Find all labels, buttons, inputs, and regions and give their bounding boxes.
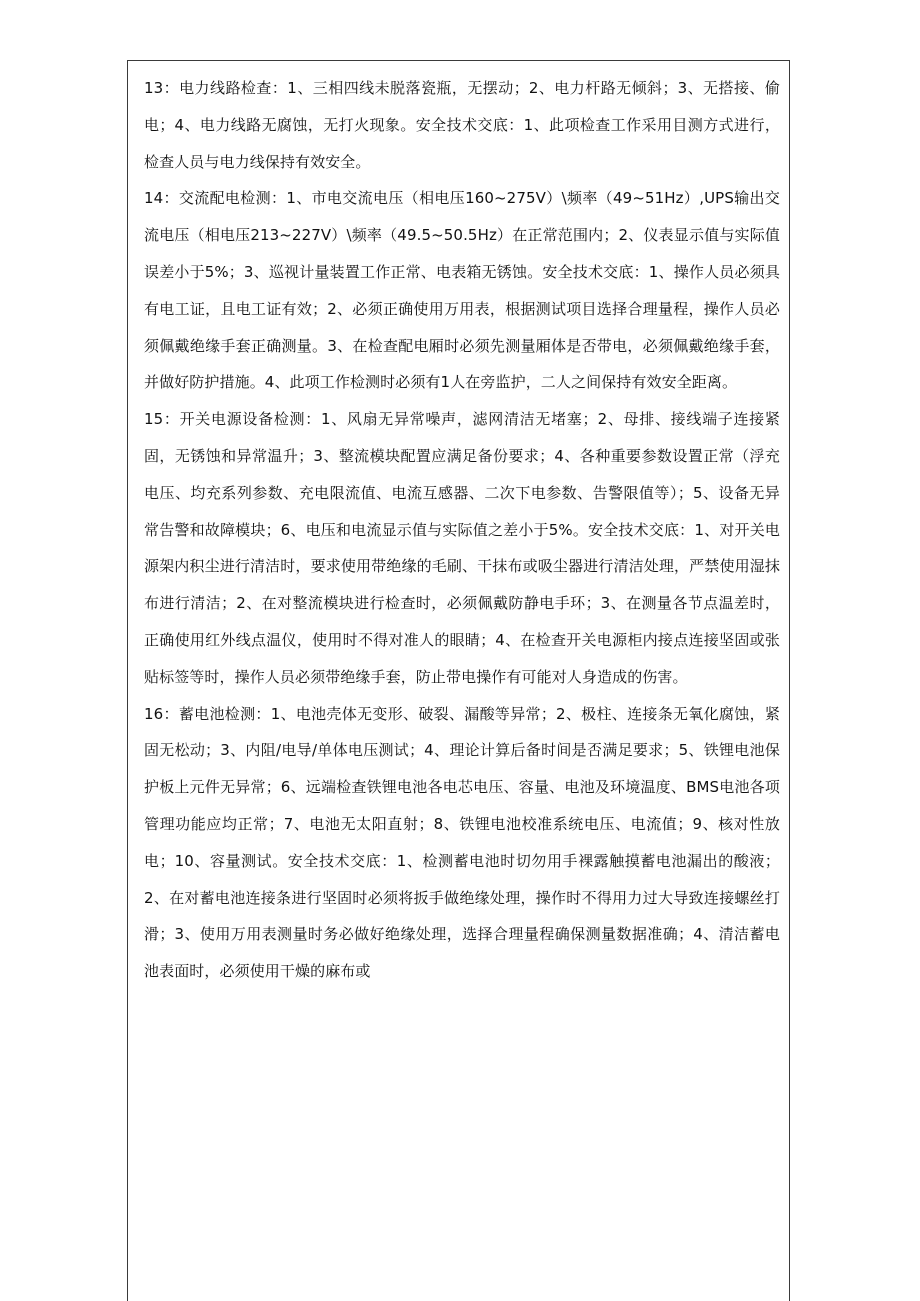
paragraph-16-battery-test: 16：蓄电池检测：1、电池壳体无变形、破裂、漏酸等异常；2、极柱、连接条无氧化腐蚀，紧固无松动；3、内阻/电导/单体电压测试；4、理论计算后备时间是否满足要求；5、铁锂电池保护板上元件无异常；6、远端检查铁锂电池各电芯电压、容量、电池及环境温度、BMS电池各项管理功能应均正常；7、电池无太阳直射；8、铁锂电池校准系统电压、电流值；9、核对性放电；10、容量测试。安全技术交底：1、检测蓄电池时切勿用手裸露触摸蓄电池漏出的酸液；2、在对蓄电池连接条进行坚固时必须将扳手做绝缘处理，操作时不得用力过大导致连接螺丝打滑；3、使用万用表测量时务必做好绝缘处理，选择合理量程确保测量数据准确；4、清洁蓄电池表面时，必须使用干燥的麻布或 <box>144 704 780 981</box>
paragraph-15-switch-power-supply-test: 15：开关电源设备检测：1、风扇无异常噪声，滤网清洁无堵塞；2、母排、接线端子连接紧固，无锈蚀和异常温升；3、整流模块配置应满足备份要求；4、各种重要参数设置正常（浮充电压、均充系列参数、充电限流值、电流互感器、二次下电参数、告警限值等）；5、设备无异常告警和故障模块；6、电压和电流显示值与实际值之差小于5%。安全技术交底：1、对开关电源架内积尘进行清洁时，要求使用带绝缘的毛刷、干抹布或吸尘器进行清洁处理，严禁使用湿抹布进行清洁；2、在对整流模块进行检查时，必须佩戴防静电手环；3、在测量各节点温差时，正确使用红外线点温仪，使用时不得对准人的眼睛；4、在检查开关电源柜内接点连接坚固或张贴标签等时，操作人员必须带绝缘手套，防止带电操作有可能对人身造成的伤害。 <box>144 410 780 686</box>
paragraph-14-ac-distribution-test: 14：交流配电检测：1、市电交流电压（相电压160~275V）\频率（49~51Hz）,UPS输出交流电压（相电压213~227V）\频率（49.5~50.5Hz）在正常范围内；2、仪表显示值与实际值误差小于5%；3、巡视计量装置工作正常、电表箱无锈蚀。安全技术交底：1、操作人员必须具有电工证，且电工证有效；2、必须正确使用万用表，根据测试项目选择合理量程，操作人员必须佩戴绝缘手套正确测量。3、在检查配电厢时必须先测量厢体是否带电，必须佩戴绝缘手套，并做好防护措施。4、此项工作检测时必须有1人在旁监护，二人之间保持有效安全距离。 <box>144 189 780 392</box>
paragraph-13-power-line-check: 13：电力线路检查：1、三相四线未脱落瓷瓶，无摆动；2、电力杆路无倾斜；3、无搭接、偷电；4、电力线路无腐蚀，无打火现象。安全技术交底：1、此项检查工作采用目测方式进行，检查人员与电力线保持有效安全。 <box>144 79 780 171</box>
document-body <box>144 70 780 990</box>
